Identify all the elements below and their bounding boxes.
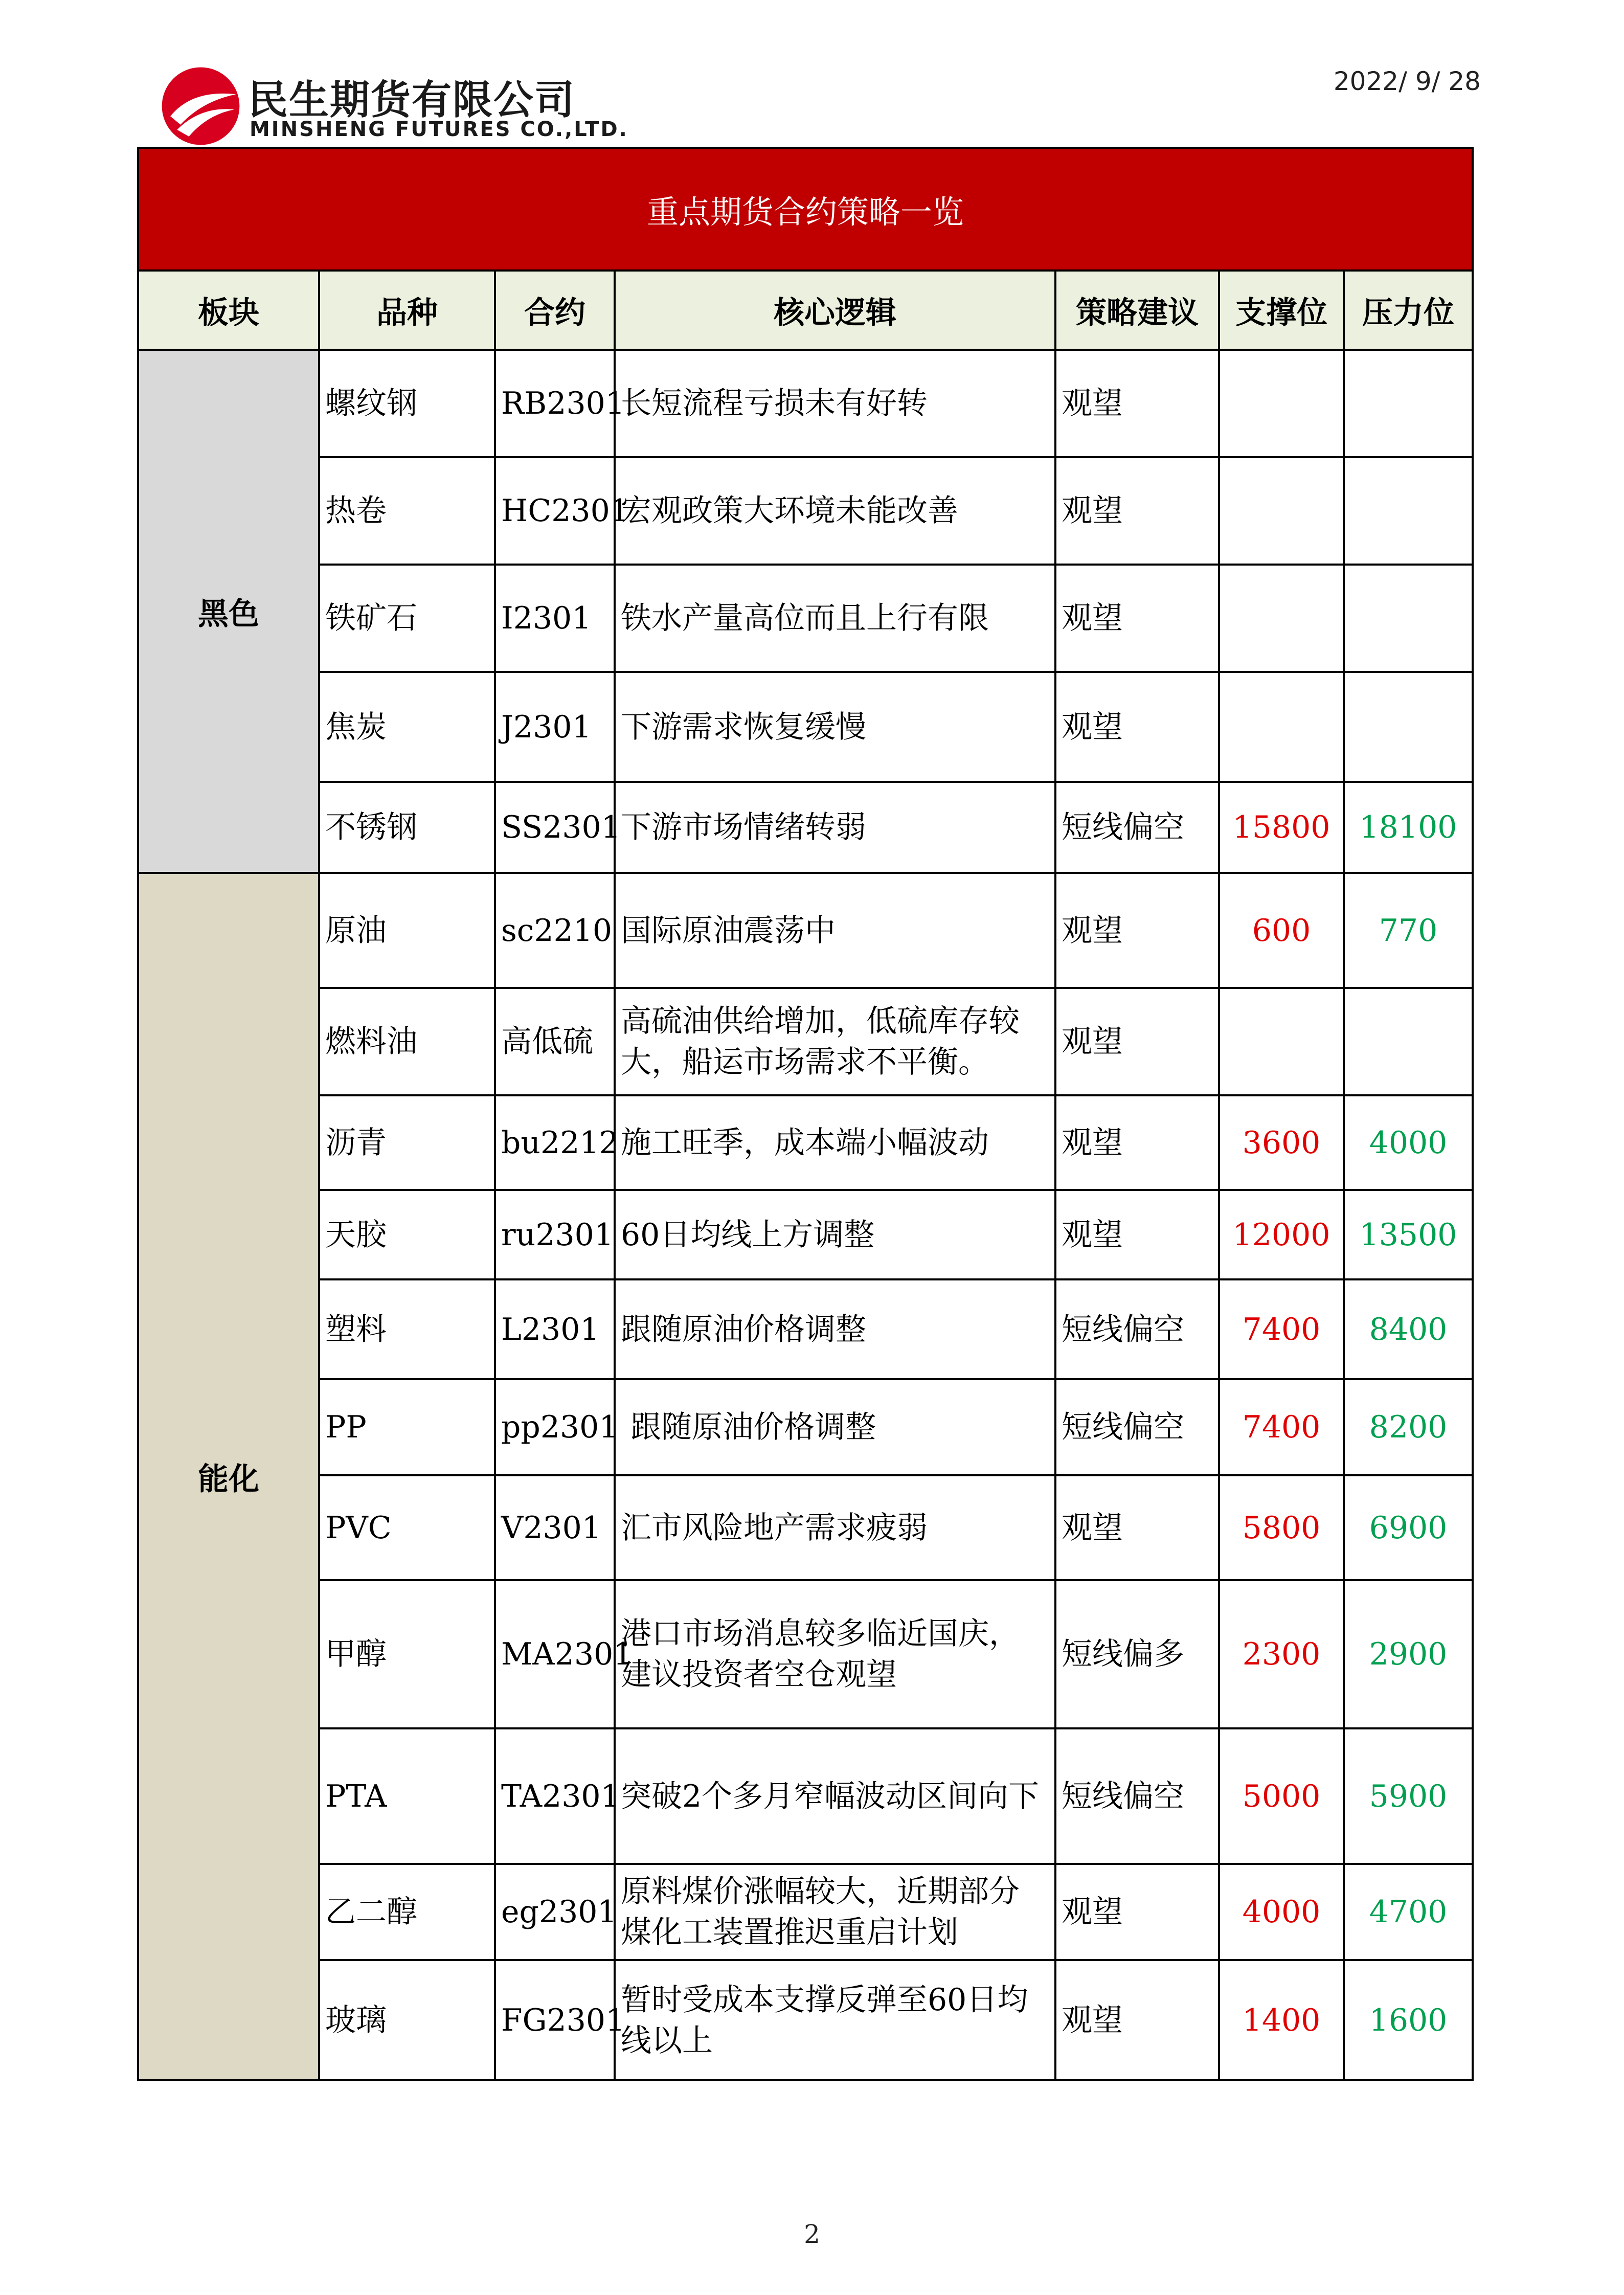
product-cell: 天胶 [319,1190,495,1279]
contract-cell: SS2301 [495,782,615,873]
support-cell [1219,672,1344,782]
support-cell: 1400 [1219,1960,1344,2080]
table-row [138,873,1473,988]
table-title-row [138,148,1473,271]
product-cell: 原油 [319,873,495,988]
product-cell: 燃料油 [319,988,495,1095]
product-cell: 甲醇 [319,1580,495,1728]
table-row [138,1190,1473,1279]
strategy-cell: 短线偏空 [1055,1728,1219,1864]
resistance-cell [1344,565,1473,672]
product-cell: 玻璃 [319,1960,495,2080]
contract-cell: ru2301 [495,1190,615,1279]
col-header-contract: 合约 [495,271,615,350]
strategy-cell: 观望 [1055,1475,1219,1580]
resistance-cell [1344,350,1473,457]
support-cell [1219,350,1344,457]
logic-cell: 长短流程亏损未有好转 [615,350,1055,457]
report-date: 2022/ 9/ 28 [1333,66,1481,96]
product-cell: 螺纹钢 [319,350,495,457]
table-row [138,782,1473,873]
product-cell: 热卷 [319,457,495,565]
table-row [138,1095,1473,1190]
resistance-cell: 13500 [1344,1190,1473,1279]
logic-cell: 下游需求恢复缓慢 [615,672,1055,782]
product-cell: 乙二醇 [319,1864,495,1960]
logic-cell: 施工旺季，成本端小幅波动 [615,1095,1055,1190]
resistance-cell: 18100 [1344,782,1473,873]
support-cell: 600 [1219,873,1344,988]
logic-cell: 突破2个多月窄幅波动区间向下 [615,1728,1055,1864]
table-row [138,565,1473,672]
logic-cell: 暂时受成本支撑反弹至60日均线以上 [615,1960,1055,2080]
support-cell [1219,988,1344,1095]
logic-cell: 下游市场情绪转弱 [615,782,1055,873]
logic-cell: 高硫油供给增加，低硫库存较大，船运市场需求不平衡。 [615,988,1055,1095]
contract-cell: TA2301 [495,1728,615,1864]
logic-cell: 原料煤价涨幅较大，近期部分煤化工装置推迟重启计划 [615,1864,1055,1960]
support-cell: 5000 [1219,1728,1344,1864]
product-cell: 沥青 [319,1095,495,1190]
support-cell: 15800 [1219,782,1344,873]
contract-cell: FG2301 [495,1960,615,2080]
col-header-resistance: 压力位 [1344,271,1473,350]
support-cell: 3600 [1219,1095,1344,1190]
logic-cell: 宏观政策大环境未能改善 [615,457,1055,565]
strategy-cell: 观望 [1055,672,1219,782]
table-row [138,1960,1473,2080]
col-header-product: 品种 [319,271,495,350]
contract-cell: eg2301 [495,1864,615,1960]
support-cell: 4000 [1219,1864,1344,1960]
logic-cell: 汇市风险地产需求疲弱 [615,1475,1055,1580]
company-name-cn: 民生期货有限公司 [248,77,576,123]
strategy-cell: 观望 [1055,988,1219,1095]
strategy-cell: 短线偏空 [1055,782,1219,873]
strategy-table [137,147,1474,2081]
resistance-cell [1344,457,1473,565]
sector-cell: 黑色 [138,350,319,873]
col-header-support: 支撑位 [1219,271,1344,350]
logic-cell: 铁水产量高位而且上行有限 [615,565,1055,672]
product-cell: PP [319,1379,495,1475]
resistance-cell: 1600 [1344,1960,1473,2080]
sector-cell: 能化 [138,873,319,2080]
table-row [138,1864,1473,1960]
support-cell: 12000 [1219,1190,1344,1279]
product-cell: 焦炭 [319,672,495,782]
company-name-en: MINSHENG FUTURES CO.,LTD. [250,118,628,141]
table-title: 重点期货合约策略一览 [138,148,1473,271]
resistance-cell: 4700 [1344,1864,1473,1960]
strategy-cell: 短线偏多 [1055,1580,1219,1728]
table-row [138,1279,1473,1379]
strategy-cell: 观望 [1055,1864,1219,1960]
col-header-logic: 核心逻辑 [615,271,1055,350]
col-header-strategy: 策略建议 [1055,271,1219,350]
logic-cell: 港口市场消息较多临近国庆，建议投资者空仓观望 [615,1580,1055,1728]
strategy-cell: 观望 [1055,565,1219,672]
resistance-cell: 2900 [1344,1580,1473,1728]
logic-cell: 跟随原油价格调整 [615,1279,1055,1379]
strategy-cell: 短线偏空 [1055,1379,1219,1475]
strategy-cell: 观望 [1055,457,1219,565]
contract-cell: J2301 [495,672,615,782]
resistance-cell [1344,988,1473,1095]
contract-cell: L2301 [495,1279,615,1379]
strategy-cell: 观望 [1055,1960,1219,2080]
logic-cell: 国际原油震荡中 [615,873,1055,988]
company-logo [159,64,644,151]
resistance-cell: 770 [1344,873,1473,988]
contract-cell: RB2301 [495,350,615,457]
col-header-sector: 板块 [138,271,319,350]
resistance-cell: 8400 [1344,1279,1473,1379]
contract-cell: pp2301 [495,1379,615,1475]
strategy-cell: 观望 [1055,350,1219,457]
product-cell: 塑料 [319,1279,495,1379]
contract-cell: HC2301 [495,457,615,565]
resistance-cell: 6900 [1344,1475,1473,1580]
contract-cell: bu2212 [495,1095,615,1190]
logic-cell: 跟随原油价格调整 [615,1379,1055,1475]
product-cell: PVC [319,1475,495,1580]
resistance-cell [1344,672,1473,782]
table-row [138,1379,1473,1475]
table-row [138,672,1473,782]
table-header-row [138,271,1473,350]
support-cell: 2300 [1219,1580,1344,1728]
product-cell: 不锈钢 [319,782,495,873]
strategy-cell: 观望 [1055,1190,1219,1279]
page-number: 2 [804,2219,820,2249]
resistance-cell: 5900 [1344,1728,1473,1864]
table-row [138,457,1473,565]
logic-cell: 60日均线上方调整 [615,1190,1055,1279]
support-cell: 7400 [1219,1279,1344,1379]
resistance-cell: 4000 [1344,1095,1473,1190]
table-row [138,1475,1473,1580]
table-row [138,988,1473,1095]
support-cell: 7400 [1219,1379,1344,1475]
table-row [138,350,1473,457]
strategy-cell: 观望 [1055,873,1219,988]
contract-cell: I2301 [495,565,615,672]
contract-cell: V2301 [495,1475,615,1580]
product-cell: PTA [319,1728,495,1864]
strategy-cell: 观望 [1055,1095,1219,1190]
table-row [138,1580,1473,1728]
support-cell [1219,565,1344,672]
minsheng-logo-icon [159,64,243,148]
support-cell [1219,457,1344,565]
product-cell: 铁矿石 [319,565,495,672]
contract-cell: 高低硫 [495,988,615,1095]
contract-cell: MA2301 [495,1580,615,1728]
support-cell: 5800 [1219,1475,1344,1580]
table-row [138,1728,1473,1864]
contract-cell: sc2210 [495,873,615,988]
resistance-cell: 8200 [1344,1379,1473,1475]
strategy-cell: 短线偏空 [1055,1279,1219,1379]
